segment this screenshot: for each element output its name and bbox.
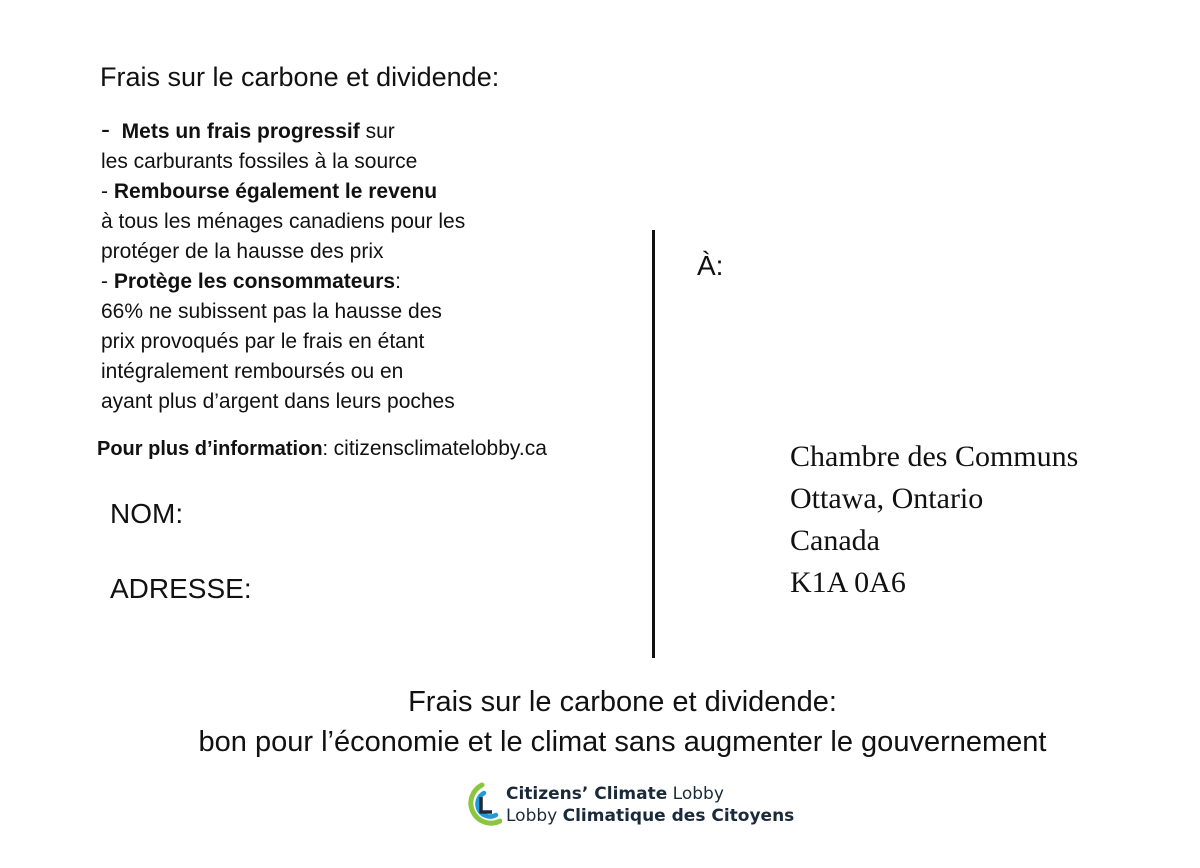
policy-points	[101, 114, 465, 417]
footer-line-2: bon pour l’économie et le climat sans augmenter le gouvernement	[198, 726, 1047, 758]
point-2-line-3: protéger de la hausse des prix	[101, 240, 384, 263]
card-title-colon: :	[491, 62, 500, 92]
point-1-line-1	[101, 114, 465, 147]
recipient-line: Canada	[790, 524, 880, 557]
more-info-colon: :	[322, 438, 329, 460]
point-3-line-5: ayant plus d’argent dans leurs poches	[101, 390, 455, 413]
point-3-bold: Protège les consommateurs	[113, 270, 396, 293]
card-title	[100, 62, 499, 93]
point-1-dash: -	[101, 114, 110, 144]
card-title-text: Frais sur le carbone et dividende	[100, 62, 492, 92]
ccl-logo	[460, 780, 794, 830]
point-3-line-1	[101, 267, 465, 297]
point-3-colon: :	[395, 270, 401, 293]
point-1-line-2: les carburants fossiles à la source	[101, 150, 418, 173]
recipient-line: Chambre des Communs	[790, 440, 1079, 473]
point-1-bold: Mets un frais progressif	[121, 120, 360, 143]
name-label: NOM:	[110, 498, 184, 529]
recipient-line: Ottawa, Ontario	[790, 482, 984, 515]
point-2-bold: Rembourse également le revenu	[113, 180, 438, 203]
logo-en-bold: Citizens’ Climate	[506, 784, 668, 804]
point-3-line-2: 66% ne subissent pas la hausse des	[101, 300, 442, 323]
ccl-logo-text	[506, 783, 794, 827]
point-3-line-3: prix provoqués par le frais en étant	[101, 330, 425, 353]
point-3-line-4: intégralement remboursés ou en	[101, 360, 404, 383]
card-divider	[652, 230, 655, 658]
ccl-logo-icon	[460, 781, 502, 829]
point-2-line-1	[101, 177, 465, 207]
logo-fr-rest: Lobby	[506, 806, 558, 826]
logo-line-french	[506, 805, 794, 827]
footer-line-1: Frais sur le carbone et dividende:	[408, 686, 837, 718]
recipient-line: K1A 0A6	[790, 566, 906, 599]
point-2-line-2: à tous les ménages canadiens pour les	[101, 210, 466, 233]
more-info-label: Pour plus d’information	[97, 438, 323, 460]
footer-tagline	[0, 682, 1200, 762]
point-1-rest: sur	[365, 120, 395, 143]
logo-fr-bold: Climatique des Citoyens	[562, 806, 795, 826]
logo-en-rest: Lobby	[672, 784, 724, 804]
more-info	[97, 437, 547, 461]
point-2-dash: -	[101, 180, 108, 203]
address-label: ADRESSE:	[110, 573, 252, 604]
to-label: À:	[697, 250, 724, 281]
point-3-dash: -	[101, 270, 108, 293]
logo-line-english	[506, 783, 794, 805]
recipient-address	[790, 436, 1078, 604]
more-info-url: citizensclimatelobby.ca	[333, 437, 547, 460]
